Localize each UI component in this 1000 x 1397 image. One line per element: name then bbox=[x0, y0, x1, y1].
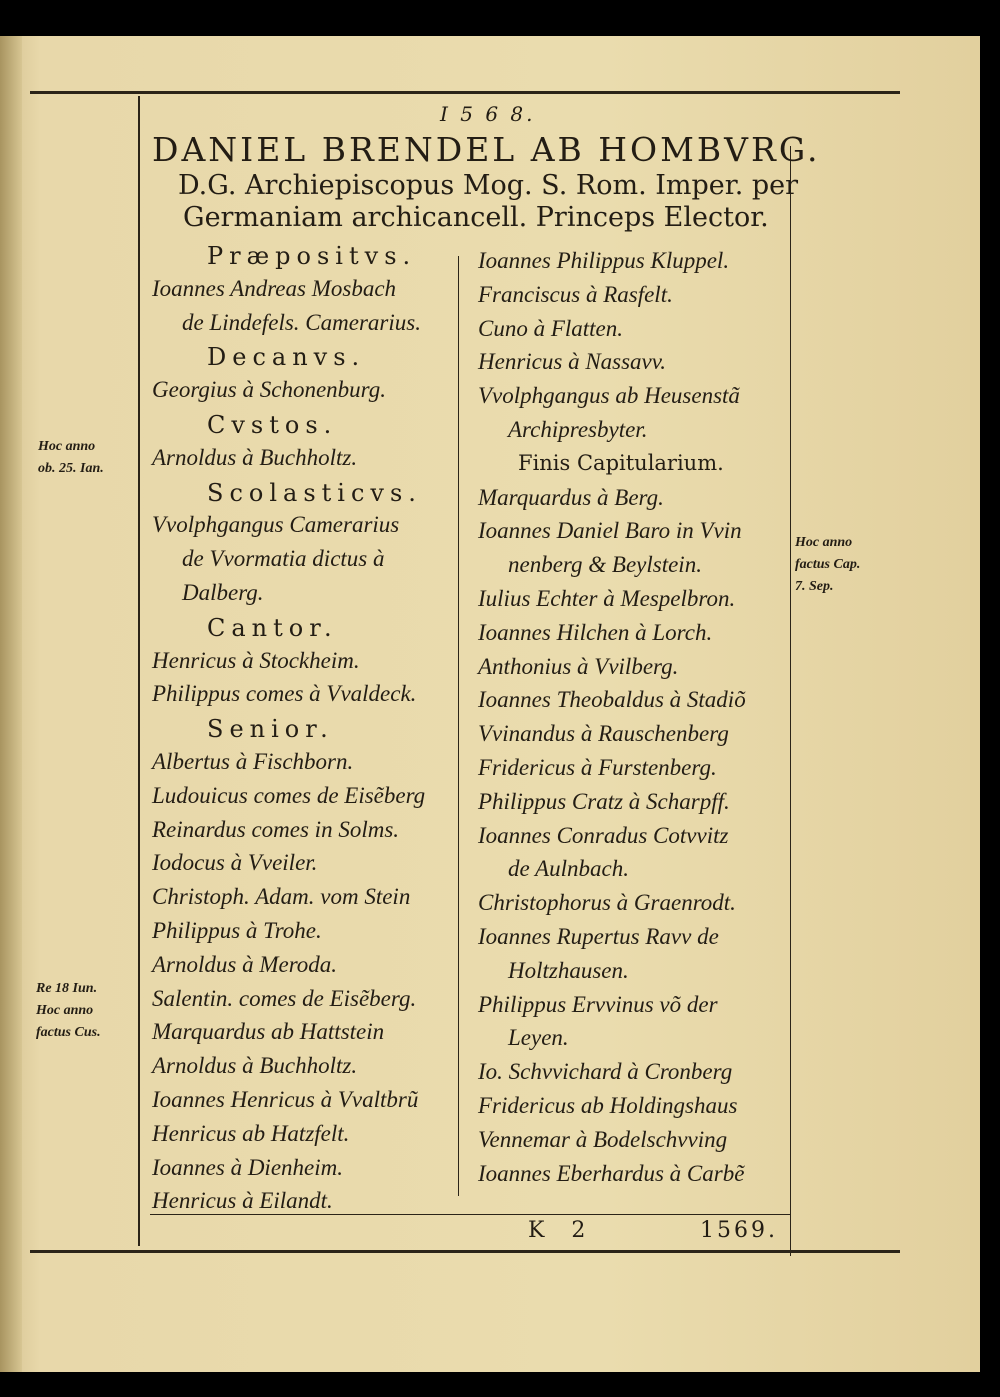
name-entry: de Aulnbach. bbox=[508, 856, 629, 882]
name-entry: Leyen. bbox=[508, 1025, 569, 1051]
name-entry: nenberg & Beylstein. bbox=[508, 552, 702, 578]
margin-line: Hoc anno bbox=[795, 535, 853, 550]
name-entry: Henricus à Stockheim. bbox=[152, 647, 360, 673]
signature-mark: K 2 bbox=[528, 1218, 596, 1243]
name-entry: Christophorus à Graenrodt. bbox=[478, 890, 736, 916]
page-gutter bbox=[0, 36, 22, 1372]
name-entry: de Lindefels. Camerarius. bbox=[182, 309, 421, 335]
top-rule bbox=[30, 91, 900, 94]
name-entry: Philippus Ervvinus võ der bbox=[478, 991, 718, 1017]
name-entry: Henricus ab Hatzfelt. bbox=[152, 1120, 350, 1146]
left-frame-rule bbox=[138, 96, 140, 1246]
name-entry: Finis Capitularium. bbox=[518, 450, 724, 475]
name-entry: Marquardus ab Hattstein bbox=[152, 1019, 385, 1045]
name-entry: Vvolphgangus Camerarius bbox=[152, 512, 400, 538]
name-entry: Ludouicus comes de Eisẽberg bbox=[152, 782, 426, 808]
name-entry: Ioannes Conradus Cotvvitz bbox=[478, 822, 729, 848]
name-entry: Ioannes Andreas Mosbach bbox=[152, 275, 397, 301]
name-entry: de Vvormatia dictus à bbox=[182, 546, 385, 572]
name-entry: Fridericus à Furstenberg. bbox=[478, 755, 717, 780]
name-entry: Io. Schvvichard à Cronberg bbox=[478, 1059, 733, 1085]
name-entry: Albertus à Fischborn. bbox=[152, 749, 354, 774]
section-heading: Decanvs. bbox=[207, 343, 366, 372]
margin-line: factus Cap. bbox=[795, 557, 861, 572]
name-entry: Georgius à Schonenburg. bbox=[152, 377, 387, 403]
page-header: I 5 6 8. bbox=[440, 102, 536, 126]
name-entry: Dalberg. bbox=[182, 580, 264, 605]
name-entry: Ioannes Henricus à Vvaltbrũ bbox=[152, 1087, 419, 1112]
bottom-rule bbox=[30, 1250, 900, 1253]
margin-line: Re 18 Iun. bbox=[36, 981, 98, 996]
name-entry: Salentin. comes de Eisẽberg. bbox=[152, 985, 417, 1011]
name-entry: Philippus à Trohe. bbox=[152, 918, 322, 943]
name-entry: Ioannes Eberhardus à Carbẽ bbox=[478, 1160, 745, 1186]
name-entry: Arnoldus à Buchholtz. bbox=[152, 1053, 358, 1079]
book-page bbox=[0, 36, 980, 1372]
column-divider bbox=[458, 256, 459, 1196]
name-entry: Ioannes à Dienheim. bbox=[152, 1154, 343, 1180]
name-entry: Arnoldus à Meroda. bbox=[152, 951, 338, 977]
section-heading: Senior. bbox=[207, 715, 334, 744]
margin-line: 7. Sep. bbox=[795, 579, 834, 594]
name-entry: Henricus à Nassavv. bbox=[478, 349, 667, 375]
name-entry: Arnoldus à Buchholtz. bbox=[152, 444, 358, 470]
margin-note-left-1 bbox=[38, 436, 104, 480]
name-entry: Franciscus à Rasfelt. bbox=[478, 281, 673, 307]
name-entry: Ioannes Rupertus Ravv de bbox=[478, 924, 719, 949]
name-entry: Iulius Echter à Mespelbron. bbox=[478, 586, 736, 611]
name-entry: Philippus Cratz à Scharpff. bbox=[478, 788, 730, 814]
margin-line: Hoc anno bbox=[36, 1003, 94, 1018]
name-entry: Vvinandus à Rauschenberg bbox=[478, 721, 729, 747]
right-frame-rule bbox=[790, 146, 791, 1256]
name-entry: Ioannes Theobaldus à Stadiõ bbox=[478, 687, 746, 713]
name-entry: Reinardus comes in Solms. bbox=[152, 816, 400, 842]
footer-rule-top bbox=[150, 1214, 790, 1215]
section-heading: Cantor. bbox=[207, 613, 338, 642]
name-entry: Cuno à Flatten. bbox=[478, 315, 624, 341]
name-entry: Christoph. Adam. vom Stein bbox=[152, 884, 411, 910]
margin-line: ob. 25. Ian. bbox=[38, 461, 104, 476]
name-entry: Philippus comes à Vvaldeck. bbox=[152, 681, 417, 707]
name-entry: Ioannes Daniel Baro in Vvin bbox=[478, 518, 742, 544]
name-entry: Ioannes Hilchen à Lorch. bbox=[478, 619, 713, 645]
margin-note-left-2 bbox=[36, 978, 101, 1044]
page-title: DANIEL BRENDEL AB HOMBVRG. bbox=[152, 130, 821, 169]
section-heading: Scolasticvs. bbox=[207, 478, 422, 507]
name-entry: Henricus à Eilandt. bbox=[152, 1188, 333, 1214]
subtitle-line-1: D.G. Archiepiscopus Mog. S. Rom. Imper. per bbox=[178, 170, 799, 201]
name-entry: Anthonius à Vvilberg. bbox=[478, 653, 679, 679]
name-entry: Marquardus à Berg. bbox=[478, 484, 664, 510]
section-heading: Præpositvs. bbox=[207, 242, 417, 270]
section-heading: Cvstos. bbox=[207, 411, 338, 439]
margin-note-right bbox=[795, 532, 860, 598]
name-entry: Vennemar à Bodelschvving bbox=[478, 1126, 728, 1152]
margin-line: Hoc anno bbox=[38, 439, 96, 454]
name-entry: Holtzhausen. bbox=[508, 957, 629, 983]
name-entry: Vvolphgangus ab Heusenstã bbox=[478, 383, 740, 409]
subtitle-line-2: Germaniam archicancell. Princeps Elector. bbox=[183, 202, 769, 233]
name-entry: Ioannes Philippus Kluppel. bbox=[478, 248, 730, 273]
footer-year: 1569. bbox=[700, 1218, 778, 1243]
name-entry: Fridericus ab Holdingshaus bbox=[478, 1093, 738, 1118]
name-entry: Archipresbyter. bbox=[508, 417, 648, 442]
margin-line: factus Cus. bbox=[36, 1025, 101, 1040]
name-entry: Iodocus à Vveiler. bbox=[152, 850, 318, 876]
